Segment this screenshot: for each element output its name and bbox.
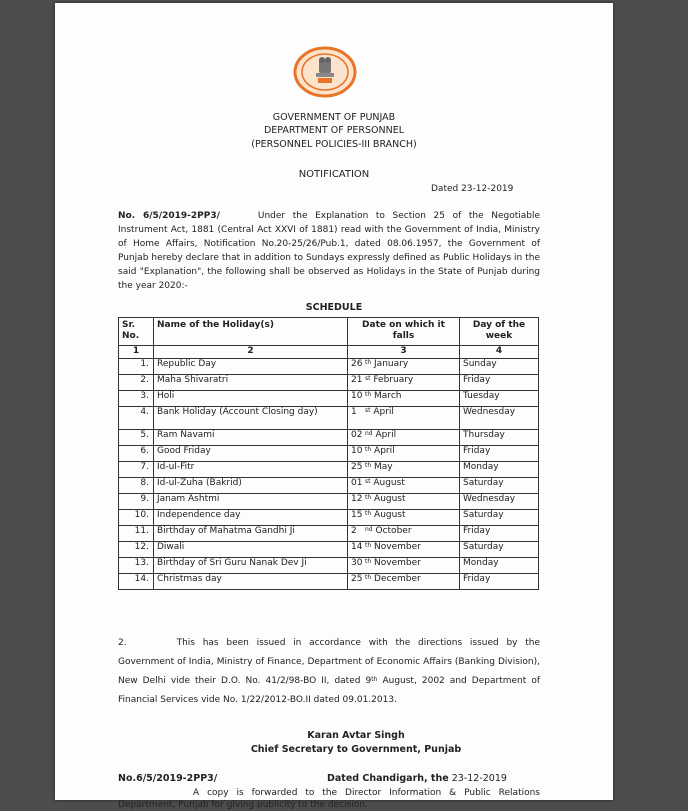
- table-row: [119, 510, 539, 526]
- date-suffix: nd: [365, 430, 373, 437]
- cell-sr-no: 1.: [119, 359, 154, 375]
- cell-holiday-name: Id-ul-Fitr: [154, 462, 348, 478]
- cell-date: [348, 510, 460, 526]
- cell-holiday-name: Diwali: [154, 542, 348, 558]
- date-day: 12: [351, 494, 363, 504]
- cell-sr-no: 8.: [119, 478, 154, 494]
- para-2-number: 2.: [118, 638, 127, 648]
- header-branch: (PERSONNEL POLICIES-III BRANCH): [251, 139, 417, 150]
- date-suffix: th: [365, 359, 372, 366]
- cell-date: [348, 430, 460, 446]
- endorsement-date-value: 23-12-2019: [451, 773, 507, 784]
- cell-date: [348, 391, 460, 407]
- cell-sr-no: 14.: [119, 574, 154, 590]
- cell-weekday: Friday: [460, 375, 539, 391]
- cell-date: [348, 574, 460, 590]
- date-day: 15: [351, 510, 363, 520]
- table-header-row: [119, 318, 539, 346]
- cell-holiday-name: Id-ul-Zuha (Bakrid): [154, 478, 348, 494]
- cell-holiday-name: Janam Ashtmi: [154, 494, 348, 510]
- table-row: [119, 526, 539, 542]
- date-month: August: [374, 494, 406, 504]
- cell-holiday-name: Christmas day: [154, 574, 348, 590]
- header-dept: DEPARTMENT OF PERSONNEL: [263, 125, 405, 136]
- cell-weekday: Thursday: [460, 430, 539, 446]
- cell-date: [348, 446, 460, 462]
- para-2-text-b: August, 2002 and Department of Financial Services vide No. 1/22/2012-BO.II dated 09.01.2013.: [118, 676, 540, 705]
- date-month: May: [374, 462, 393, 472]
- date-day: 10: [351, 391, 363, 401]
- endorsement-date: [327, 773, 507, 784]
- cell-sr-no: 4.: [119, 407, 154, 430]
- cell-date: [348, 407, 460, 430]
- cell-sr-no: 2.: [119, 375, 154, 391]
- date-day: 02: [351, 430, 363, 440]
- date-month: August: [374, 510, 406, 520]
- date-month: April: [374, 446, 395, 456]
- cell-sr-no: 13.: [119, 558, 154, 574]
- signatory-name: Karan Avtar Singh: [307, 730, 405, 741]
- cell-sr-no: 9.: [119, 494, 154, 510]
- notification-date: Dated 23-12-2019: [431, 184, 514, 194]
- table-row: [119, 558, 539, 574]
- cell-weekday: Monday: [460, 558, 539, 574]
- copy-forward-text: [118, 787, 540, 811]
- column-number: 3: [348, 346, 460, 359]
- signatory-title: Chief Secretary to Government, Punjab: [250, 744, 462, 755]
- cell-sr-no: 12.: [119, 542, 154, 558]
- table-row: [119, 446, 539, 462]
- table-row: [119, 478, 539, 494]
- cell-date: [348, 478, 460, 494]
- schedule-title: SCHEDULE: [305, 302, 363, 313]
- date-suffix: th: [365, 558, 372, 565]
- cell-date: [348, 359, 460, 375]
- date-month: August: [373, 478, 405, 488]
- date-month: December: [374, 574, 421, 584]
- cell-weekday: Wednesday: [460, 407, 539, 430]
- table-row: [119, 391, 539, 407]
- notification-title: NOTIFICATION: [298, 169, 370, 180]
- document-page: [55, 3, 613, 810]
- cell-holiday-name: Bank Holiday (Account Closing day): [154, 407, 348, 430]
- cell-weekday: Wednesday: [460, 494, 539, 510]
- endorsement-reference: No.6/5/2019-2PP3/: [118, 773, 218, 784]
- cell-date: [348, 462, 460, 478]
- date-suffix: st: [365, 407, 371, 414]
- cell-weekday: Tuesday: [460, 391, 539, 407]
- cell-weekday: Sunday: [460, 359, 539, 375]
- date-day: 30: [351, 558, 363, 568]
- table-row: [119, 494, 539, 510]
- cell-date: [348, 375, 460, 391]
- column-number-row: [119, 346, 539, 359]
- date-suffix: th: [365, 510, 372, 517]
- date-month: October: [375, 526, 412, 536]
- date-month: February: [373, 375, 414, 385]
- date-day: 26: [351, 359, 363, 369]
- cell-sr-no: 3.: [119, 391, 154, 407]
- cell-sr-no: 6.: [119, 446, 154, 462]
- table-row: [119, 462, 539, 478]
- cell-date: [348, 494, 460, 510]
- date-suffix: th: [365, 446, 372, 453]
- endorsement-date-label: Dated Chandigarh, the: [327, 773, 449, 784]
- cell-date: [348, 558, 460, 574]
- para-2-text-a: This has been issued in accordance with the directions issued by the Government of India, Ministry of Finance, Department of Economic Affairs (Banking Division), New Delhi vide their D.O. No. 41/2/98-BO II, dated 9: [118, 638, 540, 686]
- table-row: [119, 407, 539, 430]
- cell-weekday: Friday: [460, 446, 539, 462]
- date-suffix: nd: [365, 526, 373, 533]
- column-number: 1: [119, 346, 154, 359]
- date-suffix: th: [365, 574, 372, 581]
- table-row: [119, 430, 539, 446]
- cell-holiday-name: Holi: [154, 391, 348, 407]
- date-month: April: [373, 407, 394, 417]
- table-row: [119, 574, 539, 590]
- reference-number: No. 6/5/2019-2PP3/: [118, 211, 220, 221]
- para-2-sup: th: [371, 676, 378, 683]
- date-suffix: th: [365, 542, 372, 549]
- cell-holiday-name: Republic Day: [154, 359, 348, 375]
- date-day: 14: [351, 542, 363, 552]
- header-weekday: Day of the week: [460, 318, 539, 346]
- date-day: 10: [351, 446, 363, 456]
- intro-text: Under the Explanation to Section 25 of the Negotiable Instrument Act, 1881 (Central Act XXVI of 1881) read with the Government of India, Ministry of Home Affairs, Notification No.20-25/26/Pub.1, dated 08.06.1957, the Government of Punjab hereby declare that in addition to Sundays expressly defined as Public Holidays in the said "Explanation", the following shall be observed as Holidays in the State of Punjab during the year 2020:-: [118, 211, 540, 291]
- cell-holiday-name: Ram Navami: [154, 430, 348, 446]
- cell-holiday-name: Maha Shivaratri: [154, 375, 348, 391]
- punjab-emblem-icon: [293, 46, 357, 98]
- header-govt: GOVERNMENT OF PUNJAB: [272, 112, 396, 123]
- para-2: [118, 634, 540, 710]
- cell-weekday: Saturday: [460, 478, 539, 494]
- cell-weekday: Friday: [460, 526, 539, 542]
- cell-holiday-name: Birthday of Sri Guru Nanak Dev Ji: [154, 558, 348, 574]
- header-sr-no: Sr. No.: [119, 318, 154, 346]
- cell-date: [348, 526, 460, 542]
- cell-weekday: Saturday: [460, 542, 539, 558]
- header-holiday-name: Name of the Holiday(s): [154, 318, 348, 346]
- date-suffix: st: [365, 478, 371, 485]
- holiday-table-body: [119, 346, 539, 590]
- cell-weekday: Saturday: [460, 510, 539, 526]
- date-month: January: [374, 359, 409, 369]
- cell-sr-no: 5.: [119, 430, 154, 446]
- date-suffix: th: [365, 462, 372, 469]
- holiday-table: [118, 317, 539, 590]
- date-month: November: [374, 558, 421, 568]
- cell-date: [348, 542, 460, 558]
- date-suffix: th: [365, 391, 372, 398]
- date-day: 01: [351, 478, 363, 488]
- cell-holiday-name: Good Friday: [154, 446, 348, 462]
- column-number: 4: [460, 346, 539, 359]
- cell-holiday-name: Independence day: [154, 510, 348, 526]
- date-day: 25: [351, 574, 363, 584]
- cell-sr-no: 7.: [119, 462, 154, 478]
- cell-weekday: Friday: [460, 574, 539, 590]
- cell-sr-no: 10.: [119, 510, 154, 526]
- table-row: [119, 542, 539, 558]
- date-day: 1: [351, 407, 357, 417]
- copy-forward-body: A copy is forwarded to the Director Information & Public Relations Department, Punjab for giving publicity to the decision.: [118, 788, 540, 810]
- cell-holiday-name: Birthday of Mahatma Gandhi Ji: [154, 526, 348, 542]
- date-month: March: [374, 391, 402, 401]
- date-month: November: [374, 542, 421, 552]
- date-suffix: th: [365, 494, 372, 501]
- cell-weekday: Monday: [460, 462, 539, 478]
- intro-paragraph: [118, 209, 540, 293]
- date-day: 21: [351, 375, 363, 385]
- table-row: [119, 375, 539, 391]
- date-day: 25: [351, 462, 363, 472]
- table-row: [119, 359, 539, 375]
- date-suffix: st: [365, 375, 371, 382]
- date-day: 2: [351, 526, 357, 536]
- header-date: Date on which it falls: [348, 318, 460, 346]
- column-number: 2: [154, 346, 348, 359]
- date-month: April: [375, 430, 397, 440]
- cell-sr-no: 11.: [119, 526, 154, 542]
